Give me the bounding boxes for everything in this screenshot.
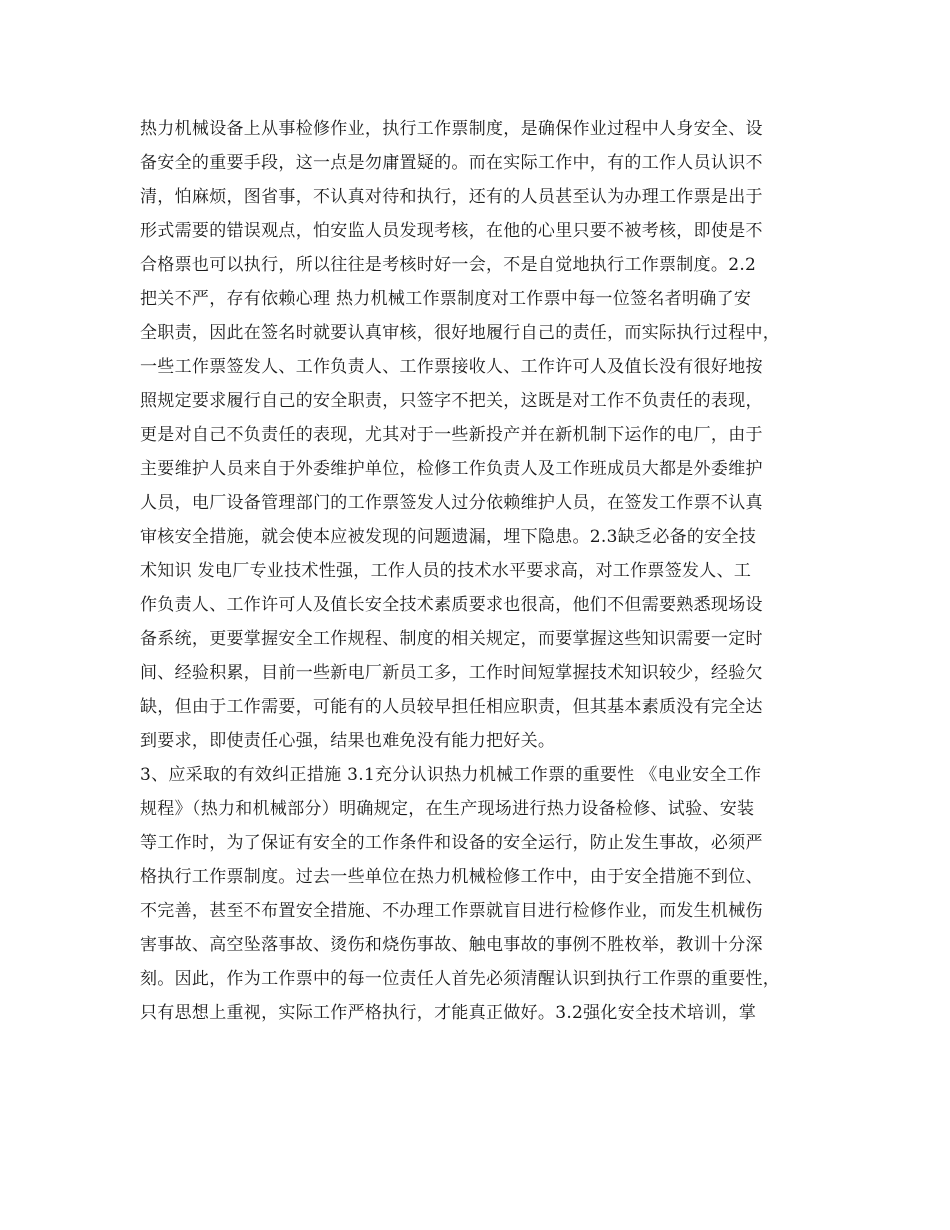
text-line: 间、经验积累，目前一些新电厂新员工多，工作时间短掌握技术知识较少，经验欠 — [140, 663, 763, 683]
text-line: 3、应采取的有效纠正措施 3.1充分认识热力机械工作票的重要性 《电业安全工作 — [140, 765, 762, 785]
text-line: 备安全的重要手段，这一点是勿庸置疑的。而在实际工作中，有的工作人员认识不 — [140, 153, 763, 173]
text-line: 规程》（热力和机械部分）明确规定，在生产现场进行热力设备检修、试验、安装 — [140, 799, 755, 819]
text-line: 等工作时，为了保证有安全的工作条件和设备的安全运行，防止发生事故，必须严 — [140, 833, 763, 853]
text-line: 一些工作票签发人、工作负责人、工作票接收人、工作许可人及值长没有很好地按 — [140, 357, 763, 377]
text-line: 作负责人、工作许可人及值长安全技术素质要求也很高，他们不但需要熟悉现场设 — [140, 595, 763, 615]
text-line: 把关不严，存有依赖心理 热力机械工作票制度对工作票中每一位签名者明确了安 — [140, 289, 752, 309]
text-line: 审核安全措施，就会使本应被发现的问题遗漏，埋下隐患。2.3缺乏必备的安全技 — [140, 527, 757, 547]
text-line: 备系统，更要掌握安全工作规程、制度的相关规定，而要掌握这些知识需要一定时 — [140, 629, 763, 649]
text-line: 清，怕麻烦，图省事，不认真对待和执行，还有的人员甚至认为办理工作票是出于 — [140, 187, 763, 207]
text-line: 形式需要的错误观点，怕安监人员发现考核，在他的心里只要不被考核，即使是不 — [140, 221, 763, 241]
text-line: 热力机械设备上从事检修作业，执行工作票制度，是确保作业过程中人身安全、设 — [140, 119, 763, 139]
text-line: 害事故、高空坠落事故、烫伤和烧伤事故、触电事故的事例不胜枚举，教训十分深 — [140, 935, 763, 955]
text-line: 合格票也可以执行，所以往往是考核时好一会，不是自觉地执行工作票制度。2.2 — [140, 255, 757, 275]
text-line: 刻。因此，作为工作票中的每一位责任人首先必须清醒认识到执行工作票的重要性， — [140, 969, 781, 989]
body-text — [140, 112, 830, 1030]
text-line: 全职责，因此在签名时就要认真审核，很好地履行自己的责任，而实际执行过程中， — [140, 323, 781, 343]
text-line: 缺，但由于工作需要，可能有的人员较早担任相应职责，但其基本素质没有完全达 — [140, 697, 763, 717]
text-line: 更是对自己不负责任的表现，尤其对于一些新投产并在新机制下运作的电厂，由于 — [140, 425, 763, 445]
text-line: 术知识 发电厂专业技术性强，工作人员的技术水平要求高，对工作票签发人、工 — [140, 561, 752, 581]
text-line: 人员，电厂设备管理部门的工作票签发人过分依赖维护人员，在签发工作票不认真 — [140, 493, 763, 513]
text-line: 到要求，即使责任心强，结果也难免没有能力把好关。 — [140, 731, 556, 751]
text-line: 只有思想上重视，实际工作严格执行，才能真正做好。3.2强化安全技术培训，掌 — [140, 1003, 757, 1023]
text-line: 格执行工作票制度。过去一些单位在热力机械检修工作中，由于安全措施不到位、 — [140, 867, 763, 887]
text-line: 照规定要求履行自己的安全职责，只签字不把关，这既是对工作不负责任的表现， — [140, 391, 763, 411]
text-line: 主要维护人员来自于外委维护单位，检修工作负责人及工作班成员大都是外委维护 — [140, 459, 763, 479]
text-line: 不完善，甚至不布置安全措施、不办理工作票就盲目进行检修作业，而发生机械伤 — [140, 901, 763, 921]
